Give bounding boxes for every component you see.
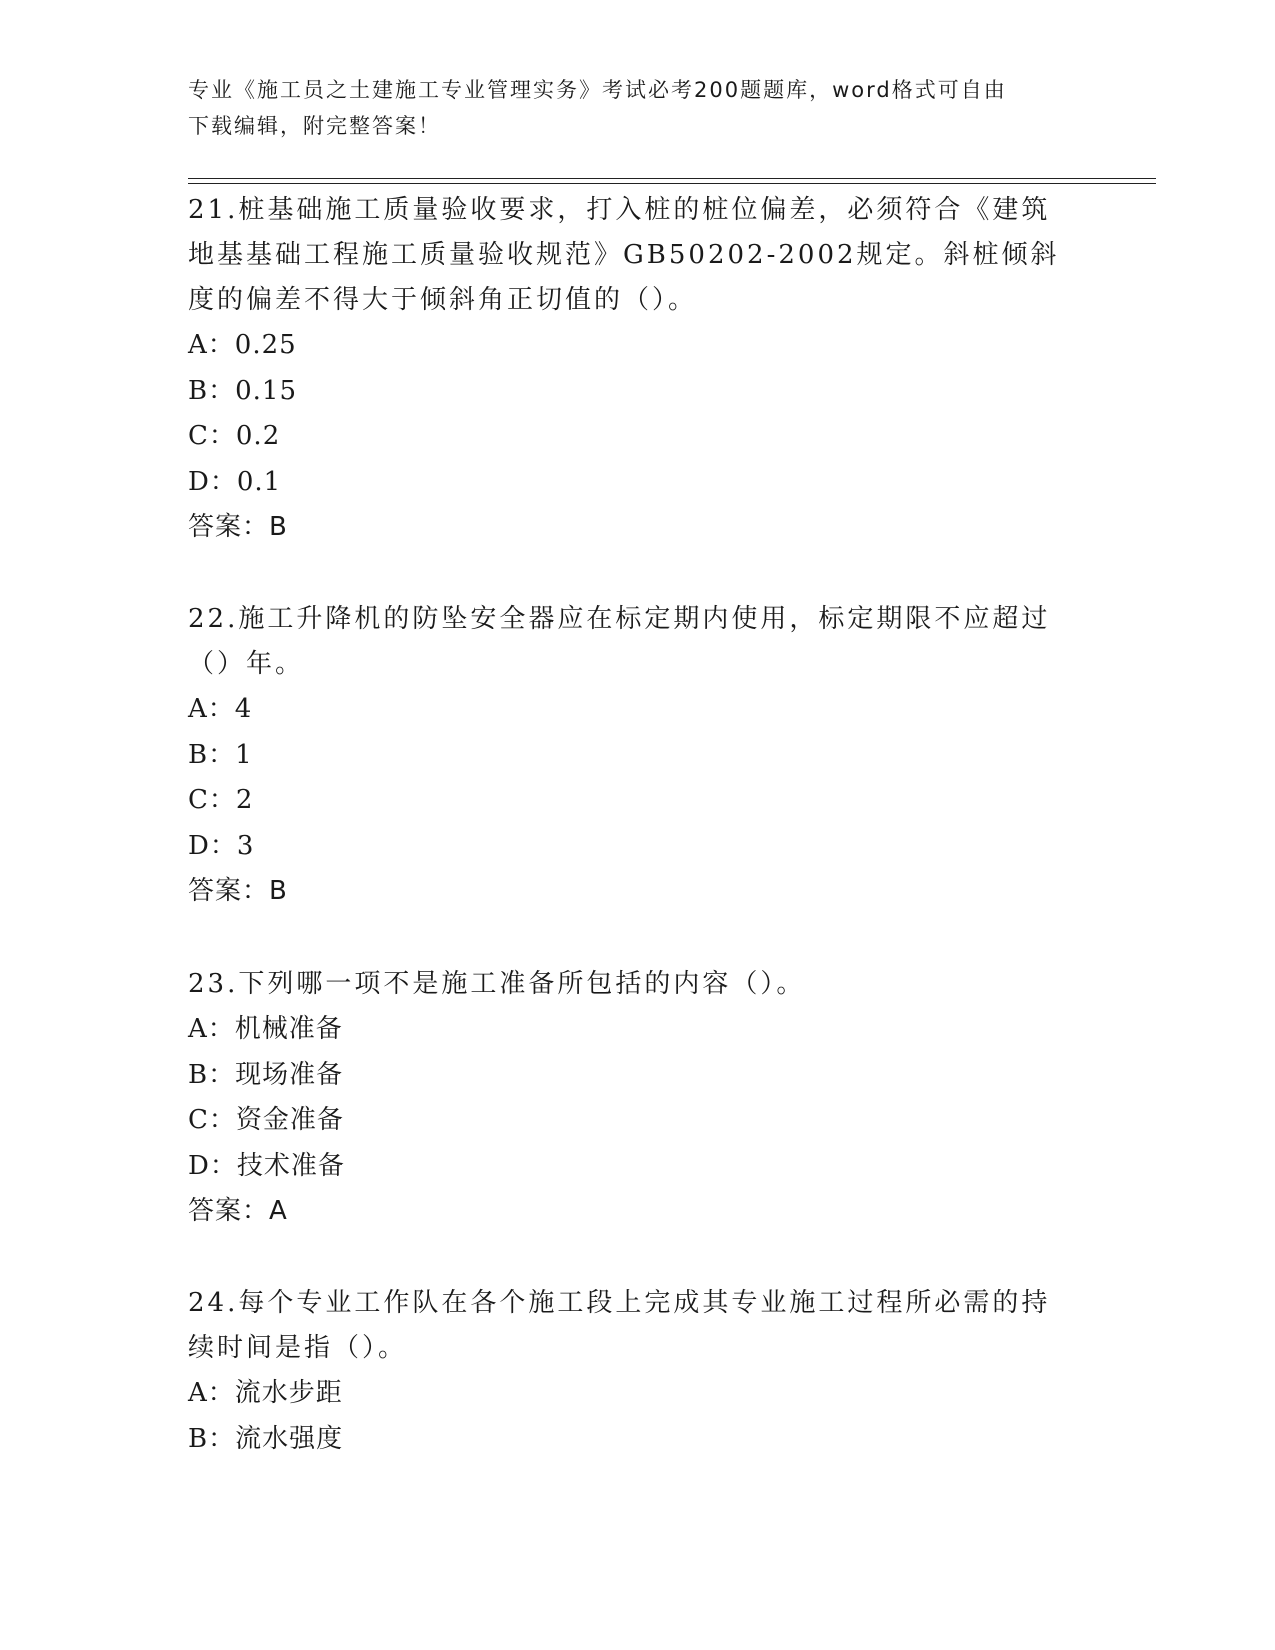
option-b: B：1 — [188, 739, 253, 770]
question-stem: 21.桩基础施工质量验收要求，打入桩的桩位偏差，必须符合《建筑地基基础工程施工质量验收规范》GB50202-2002规定。斜桩倾斜度的偏差不得大于倾斜角正切值的（）。 — [188, 195, 1060, 315]
header-divider-top — [188, 178, 1156, 179]
option-a: A：4 — [188, 694, 253, 724]
option-a: A：机械准备 — [188, 1014, 343, 1044]
answer: 答案：B — [188, 512, 288, 542]
answer: 答案：B — [188, 876, 288, 906]
question-stem: 23.下列哪一项不是施工准备所包括的内容（）。 — [188, 969, 806, 999]
question-21 — [188, 188, 1068, 551]
header-divider-bottom — [188, 183, 1156, 184]
option-d: D：0.1 — [188, 466, 282, 497]
option-c: C：2 — [188, 785, 254, 815]
question-24 — [188, 1281, 1068, 1462]
question-stem: 24.每个专业工作队在各个施工段上完成其专业施工过程所必需的持续时间是指（）。 — [188, 1288, 1051, 1363]
question-22 — [188, 597, 1068, 915]
header-line-1: 专业《施工员之土建施工专业管理实务》考试必考200题题库，word格式可自由 — [188, 78, 1007, 102]
option-a: A：0.25 — [188, 330, 297, 360]
question-stem: 22.施工升降机的防坠安全器应在标定期内使用，标定期限不应超过（）年。 — [188, 604, 1051, 679]
document-header — [188, 72, 1068, 144]
option-b: B：0.15 — [188, 375, 297, 406]
option-a: A：流水步距 — [188, 1378, 343, 1408]
question-23 — [188, 962, 1068, 1235]
option-d: D：技术准备 — [188, 1150, 345, 1181]
option-c: C：资金准备 — [188, 1105, 344, 1135]
header-line-2: 下载编辑，附完整答案！ — [188, 114, 441, 138]
option-d: D：3 — [188, 830, 255, 861]
option-b: B：流水强度 — [188, 1423, 344, 1454]
option-b: B：现场准备 — [188, 1059, 344, 1090]
answer: 答案：A — [188, 1196, 288, 1226]
option-c: C：0.2 — [188, 421, 281, 451]
